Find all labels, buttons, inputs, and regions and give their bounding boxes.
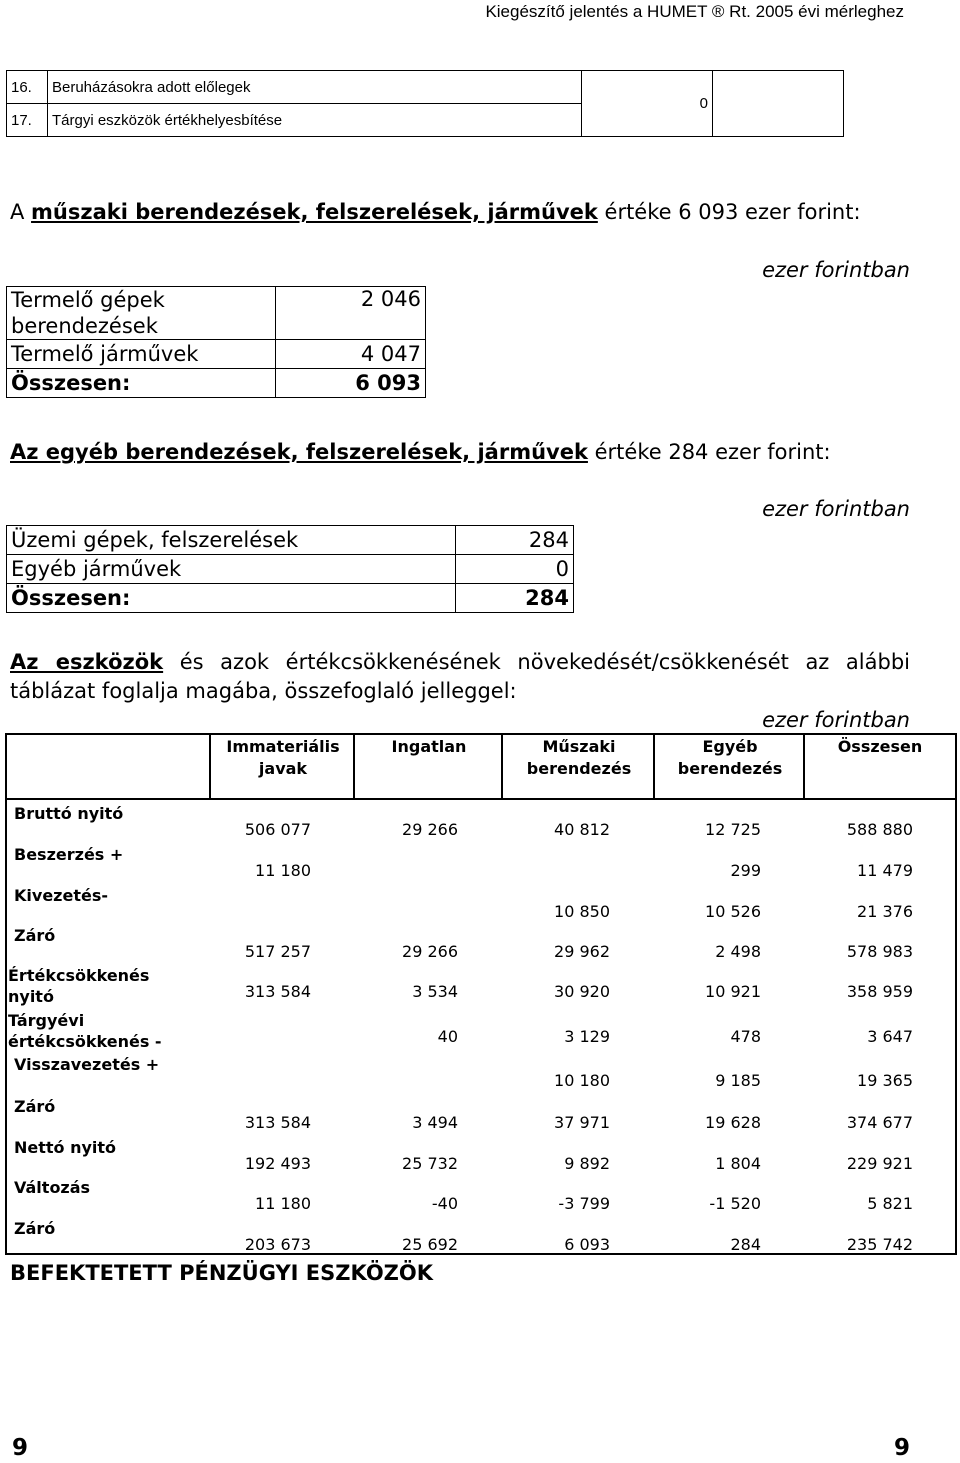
row-value: 6 093 bbox=[276, 369, 426, 398]
cell-value: 37 971 bbox=[554, 1113, 610, 1132]
table-row bbox=[7, 584, 574, 613]
row-value: 0 bbox=[456, 555, 574, 584]
section2-unit: ezer forintban bbox=[762, 497, 910, 521]
header-title: Kiegészítő jelentés a HUMET bbox=[485, 2, 708, 21]
row-label: Egyéb járművek bbox=[7, 555, 456, 584]
cell-value: 5 821 bbox=[867, 1194, 913, 1213]
cell-value: 11 180 bbox=[255, 1194, 311, 1213]
cell-value: 578 983 bbox=[846, 942, 913, 961]
cell-value: 9 185 bbox=[715, 1071, 761, 1090]
row-number: 17. bbox=[7, 104, 48, 137]
cell-value: 9 892 bbox=[564, 1154, 610, 1173]
section3-intro-line2: táblázat foglalja magába, összefoglaló jelleggel: bbox=[10, 679, 517, 703]
row-label: Záró bbox=[14, 1219, 56, 1238]
cell-value: 478 bbox=[730, 1027, 761, 1046]
header-title-end: Rt. 2005 évi mérleghez bbox=[729, 2, 904, 21]
row-label: Termelő járművek bbox=[7, 340, 276, 369]
cell-value: 235 742 bbox=[846, 1235, 913, 1254]
cell-value: 11 180 bbox=[255, 861, 311, 880]
row-label: Bruttó nyitó bbox=[14, 804, 124, 823]
row-value: 4 047 bbox=[276, 340, 426, 369]
section2-intro: Az egyéb berendezések, felszerelések, járművek értéke 284 ezer forint: bbox=[10, 440, 831, 464]
row-label: Változás bbox=[14, 1178, 91, 1197]
row-label: Tárgyi eszközök értékhelyesbítése bbox=[48, 104, 582, 137]
cell-value: 374 677 bbox=[846, 1113, 913, 1132]
column-header: Immateriális javak bbox=[226, 737, 340, 778]
cell-value: 3 494 bbox=[412, 1113, 458, 1132]
cell-value: 10 180 bbox=[554, 1071, 610, 1090]
cell-value: 25 692 bbox=[402, 1235, 458, 1254]
section2-intro-bold: Az egyéb berendezések, felszerelések, járművek bbox=[10, 440, 588, 464]
row-value: 284 bbox=[456, 584, 574, 613]
cell-value: 25 732 bbox=[402, 1154, 458, 1173]
row-label: Beszerzés + bbox=[14, 845, 124, 864]
cell-value: 10 921 bbox=[705, 982, 761, 1001]
cell-value: -40 bbox=[431, 1194, 458, 1213]
row-number: 16. bbox=[7, 71, 48, 104]
document-header bbox=[485, 2, 904, 22]
cell-value: 203 673 bbox=[244, 1235, 311, 1254]
registered-mark-icon: ® bbox=[711, 2, 725, 21]
cell-value: 10 526 bbox=[705, 902, 761, 921]
cell-value: 40 812 bbox=[554, 820, 610, 839]
cell-value: 19 365 bbox=[857, 1071, 913, 1090]
section1-unit: ezer forintban bbox=[762, 258, 910, 282]
cell-value: 588 880 bbox=[846, 820, 913, 839]
cell-value: 10 850 bbox=[554, 902, 610, 921]
page-number-right: 9 bbox=[893, 1435, 910, 1461]
cell-value: -1 520 bbox=[709, 1194, 761, 1213]
cell-value: 1 804 bbox=[715, 1154, 761, 1173]
column-header: Ingatlan bbox=[391, 737, 467, 756]
cell-value: 3 129 bbox=[564, 1027, 610, 1046]
cell-value: -3 799 bbox=[558, 1194, 610, 1213]
cell-value: 229 921 bbox=[846, 1154, 913, 1173]
cell-value: 313 584 bbox=[244, 982, 311, 1001]
section3-intro-line1: Az eszközök és azok értékcsökkenésének növekedését/csökkenését az alábbi bbox=[10, 650, 910, 674]
row-label: Záró bbox=[14, 926, 56, 945]
row-value: 2 046 bbox=[276, 287, 426, 340]
cell-value: 29 266 bbox=[402, 820, 458, 839]
section1-intro-bold: műszaki berendezések, felszerelések, járművek bbox=[31, 200, 598, 224]
row-label: Értékcsökkenés nyitó bbox=[8, 966, 150, 1006]
cell-value: 313 584 bbox=[244, 1113, 311, 1132]
column-header: Egyéb berendezés bbox=[677, 737, 783, 778]
cell-value: 284 bbox=[730, 1235, 761, 1254]
cell-value: 517 257 bbox=[244, 942, 311, 961]
column-header: Műszaki berendezés bbox=[526, 737, 632, 778]
cell-value: 29 266 bbox=[402, 942, 458, 961]
cell-value: 40 bbox=[437, 1027, 458, 1046]
cell-value: 2 498 bbox=[715, 942, 761, 961]
section1-table bbox=[6, 286, 426, 398]
cell-value: 3 534 bbox=[412, 982, 458, 1001]
row-label: Összesen: bbox=[7, 584, 456, 613]
section4-title: BEFEKTETETT PÉNZÜGYI ESZKÖZÖK bbox=[10, 1261, 434, 1285]
row-label: Kivezetés- bbox=[14, 886, 108, 905]
cell-value: 3 647 bbox=[867, 1027, 913, 1046]
cell-value: 19 628 bbox=[705, 1113, 761, 1132]
row-label: Üzemi gépek, felszerelések bbox=[7, 526, 456, 555]
cell-value: 192 493 bbox=[244, 1154, 311, 1173]
row-label: Összesen: bbox=[7, 369, 276, 398]
cell-value: 11 479 bbox=[857, 861, 913, 880]
section3-intro-bold: Az eszközök bbox=[10, 650, 164, 674]
cell-value: 6 093 bbox=[564, 1235, 610, 1254]
cell-value: 29 962 bbox=[554, 942, 610, 961]
section3-unit: ezer forintban bbox=[762, 708, 910, 732]
table-row bbox=[7, 369, 426, 398]
table-row bbox=[7, 287, 426, 340]
cell-value: 299 bbox=[730, 861, 761, 880]
table-row bbox=[7, 526, 574, 555]
cell-value: 12 725 bbox=[705, 820, 761, 839]
row-label: Visszavezetés + bbox=[14, 1055, 160, 1074]
section2-table bbox=[6, 525, 574, 613]
cell-value: 358 959 bbox=[846, 982, 913, 1001]
row-value: 284 bbox=[456, 526, 574, 555]
row-value: 0 bbox=[582, 71, 713, 137]
row-label: Termelő gépek berendezések bbox=[7, 287, 276, 340]
table-row bbox=[7, 71, 844, 104]
top-table bbox=[6, 70, 844, 137]
table-row bbox=[7, 340, 426, 369]
cell-value: 506 077 bbox=[244, 820, 311, 839]
table-row bbox=[7, 555, 574, 584]
row-label: Beruházásokra adott előlegek bbox=[48, 71, 582, 104]
row-label: Tárgyévi értékcsökkenés - bbox=[8, 1011, 162, 1051]
page-number-left: 9 bbox=[12, 1435, 29, 1461]
section1-intro: A műszaki berendezések, felszerelések, járművek értéke 6 093 ezer forint: bbox=[10, 200, 861, 224]
column-header: Összesen bbox=[837, 737, 923, 756]
cell-value: 30 920 bbox=[554, 982, 610, 1001]
row-label: Záró bbox=[14, 1097, 56, 1116]
cell-value: 21 376 bbox=[857, 902, 913, 921]
row-label: Nettó nyitó bbox=[14, 1138, 117, 1157]
